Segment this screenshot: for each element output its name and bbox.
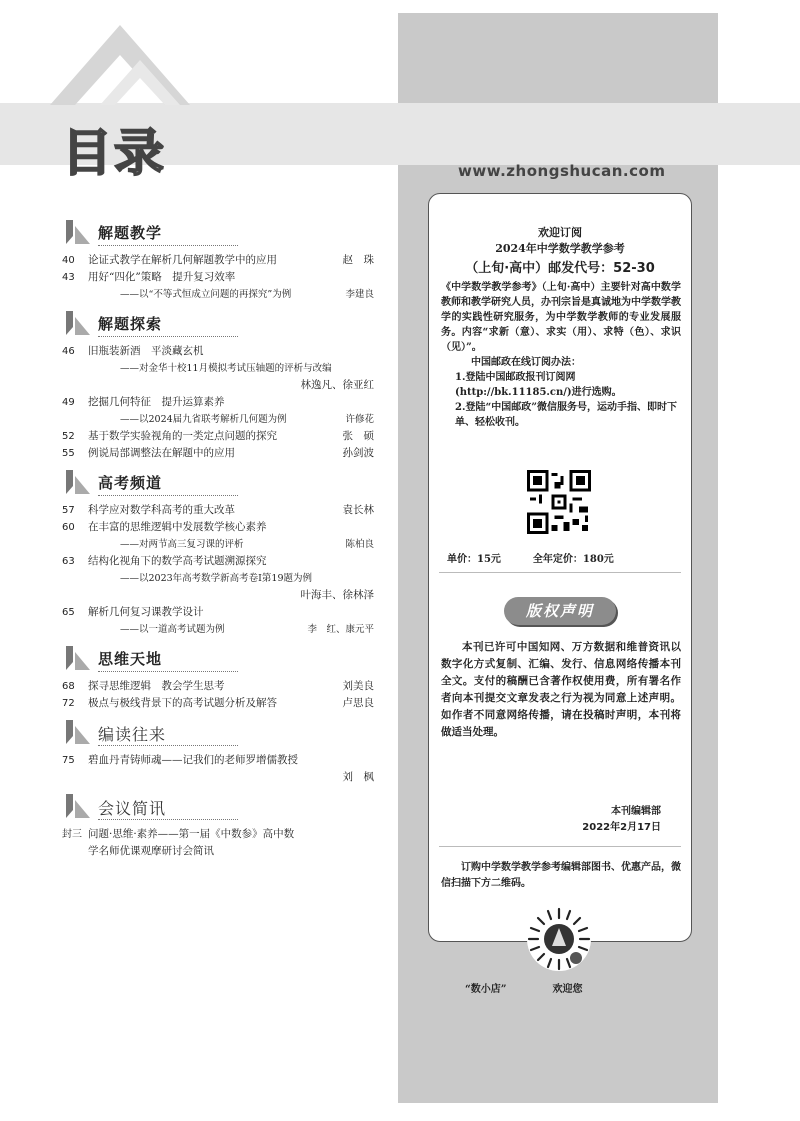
entry-title: 旧瓶装新酒 平淡藏玄机 [88,345,204,357]
page-number: 52 [62,431,75,442]
toc-entry[interactable] [62,502,374,519]
postal-code: （上旬·高中）邮发代号：52-30 [465,261,655,276]
toc-entry[interactable] [62,445,374,462]
page-number: 63 [62,556,75,567]
section-rule [98,245,238,246]
toc-entry[interactable] [62,553,374,604]
entry-title-continued: 学名师优课观摩研讨会简讯 [88,845,214,857]
subscription-panel [428,193,692,995]
section-header [62,307,374,339]
subscription-howto [441,355,681,430]
section-header [62,642,374,674]
entry-title: 探寻思维逻辑 教会学生思考 [88,680,225,692]
shop-footer [465,980,665,995]
editorial-signature: 本刊编辑部 [611,806,661,817]
page-number: 46 [62,346,75,357]
section-bookmark-icon [64,644,92,672]
entry-author: 孙剑波 [342,447,374,459]
journal-heading: 2024年中学数学教学参考 [495,242,625,255]
section-bookmark-icon [64,792,92,820]
price-row [447,550,677,565]
entry-title: 解析几何复习课教学设计 [88,606,204,618]
section-header [62,790,374,822]
section-rule [98,745,238,746]
section-rule [98,336,238,337]
toc-entry[interactable] [62,252,374,269]
section-bookmark-icon [64,309,92,337]
copyright-notice: 本刊已许可中国知网、万方数据和维普资讯以数字化方式复制、汇编、发行、信息网络传播本刊全文。支付的稿酬已含著作权使用费，所有署名作者向本刊提交文章发表之行为视为同意上述声明。如作者不同意网络传播，请在投稿时声明，本刊将做适当处理。 [441,641,681,738]
entry-author: 刘美良 [342,680,374,692]
page-number: 57 [62,505,75,516]
entry-subtitle: ——对两节高三复习课的评析 [120,539,244,550]
unit-price: 单价：15元 [447,554,501,565]
page-number: 75 [62,755,75,766]
subscription-qr-code-icon[interactable] [527,470,591,534]
entry-author: 林逸凡、徐亚红 [300,379,374,391]
section-header [62,216,374,248]
entry-subtitle: ——以2024届九省联考解析几何题为例 [120,414,287,425]
entry-title: 论证式教学在解析几何解题教学中的应用 [88,254,277,266]
entry-title: 在丰富的思维逻辑中发展数学核心素养 [88,521,267,533]
entry-author: 李 红、康元平 [307,624,374,635]
website-url[interactable]: www.zhongshucan.com [458,162,666,180]
section-bookmark-icon [64,718,92,746]
page-number: 65 [62,607,75,618]
section-title: 解题教学 [98,224,163,242]
shop-miniprogram-code-icon[interactable] [526,906,592,972]
entry-author: 叶海丰、徐林泽 [300,589,374,601]
section-header [62,716,374,748]
entry-author: 刘 枫 [342,771,374,783]
decorative-triangles [40,20,220,110]
section-rule [98,671,238,672]
section-title: 编读往来 [98,725,167,744]
page-number: 40 [62,255,75,266]
entry-subtitle: ——以一道高考试题为例 [120,624,225,635]
howto-title: 中国邮政在线订阅办法： [471,357,581,368]
page-number: 55 [62,448,75,459]
entry-title: 问题·思维·素养——第一届《中数参》高中数 [88,828,295,840]
section-bookmark-icon [64,218,92,246]
divider [439,572,681,573]
journal-intro: 《中学数学教学参考》（上旬·高中）主要针对高中数学教师和教学研究人员，办刊宗旨是真诚地为中学数学教学的实践性研究服务，为中学数学教师的专业发展服务。内容“求新（意）、求实（用）、求特（色）、求识（见）”。 [441,282,681,353]
entry-subtitle: ——对金华十校11月模拟考试压轴题的评析与改编 [120,363,332,374]
entry-title: 挖掘几何特征 提升运算素养 [88,396,225,408]
welcome-note: 欢迎您 [552,984,583,995]
section-title: 高考频道 [98,474,163,492]
table-of-contents [62,212,374,860]
page-number: 封三 [62,829,82,840]
page-number: 72 [62,698,75,709]
entry-subtitle: ——以“不等式恒成立问题的再探究”为例 [120,289,292,300]
toc-entry[interactable] [62,394,374,428]
toc-entry[interactable] [62,604,374,638]
annual-price: 全年定价：180元 [532,554,614,565]
toc-entry[interactable] [62,428,374,445]
section-header [62,466,374,498]
shop-description: 订购中学数学教学参考编辑部图书、优惠产品，微信扫描下方二维码。 [441,862,681,889]
section-title: 解题探索 [98,315,163,333]
howto-step-1: 1.登陆中国邮政报刊订阅网(http://bk.11185.cn/)进行选购。 [455,372,622,398]
entry-title: 碧血丹青铸师魂——记我们的老师罗增儒教授 [88,754,298,766]
page-number: 60 [62,522,75,533]
entry-title: 结构化视角下的数学高考试题溯源探究 [88,555,267,567]
section-bookmark-icon [64,468,92,496]
copyright-badge: 版权声明 [504,597,616,625]
toc-entry[interactable] [62,269,374,303]
howto-step-2: 2.登陆“中国邮政”微信服务号，运动手指、即时下单、轻松收刊。 [455,402,677,428]
notice-date: 2022年2月17日 [582,822,661,833]
section-rule [98,495,238,496]
entry-author: 陈柏良 [345,539,374,550]
entry-title: 基于数学实验视角的一类定点问题的探究 [88,430,277,442]
entry-author: 袁长林 [342,504,374,516]
section-title: 会议简讯 [98,799,167,818]
entry-title: 用好“四化”策略 提升复习效率 [88,271,236,283]
toc-entry[interactable] [62,826,374,860]
entry-title: 例说局部调整法在解题中的应用 [88,447,235,459]
page-number: 43 [62,272,75,283]
entry-author: 卢思良 [342,697,374,709]
page-number: 49 [62,397,75,408]
entry-title: 科学应对数学科高考的重大改革 [88,504,235,516]
toc-entry[interactable] [62,343,374,394]
entry-author: 许修花 [345,414,374,425]
divider [439,846,681,847]
section-rule [98,819,238,820]
entry-author: 李建良 [345,289,374,300]
toc-entry[interactable] [62,752,374,786]
toc-entry[interactable] [62,519,374,553]
toc-entry[interactable] [62,695,374,712]
welcome-heading: 欢迎订阅 [538,226,582,239]
entry-author: 张 硕 [342,430,374,442]
entry-title: 极点与极线背景下的高考试题分析及解答 [88,697,277,709]
section-title: 思维天地 [98,650,163,668]
shop-name: “数小店” [465,984,507,995]
entry-author: 赵 珠 [342,254,374,266]
entry-subtitle: ——以2023年高考数学新高考卷Ⅰ第19题为例 [120,573,313,584]
page-title: 目录 [62,124,166,182]
page-number: 68 [62,681,75,692]
toc-entry[interactable] [62,678,374,695]
